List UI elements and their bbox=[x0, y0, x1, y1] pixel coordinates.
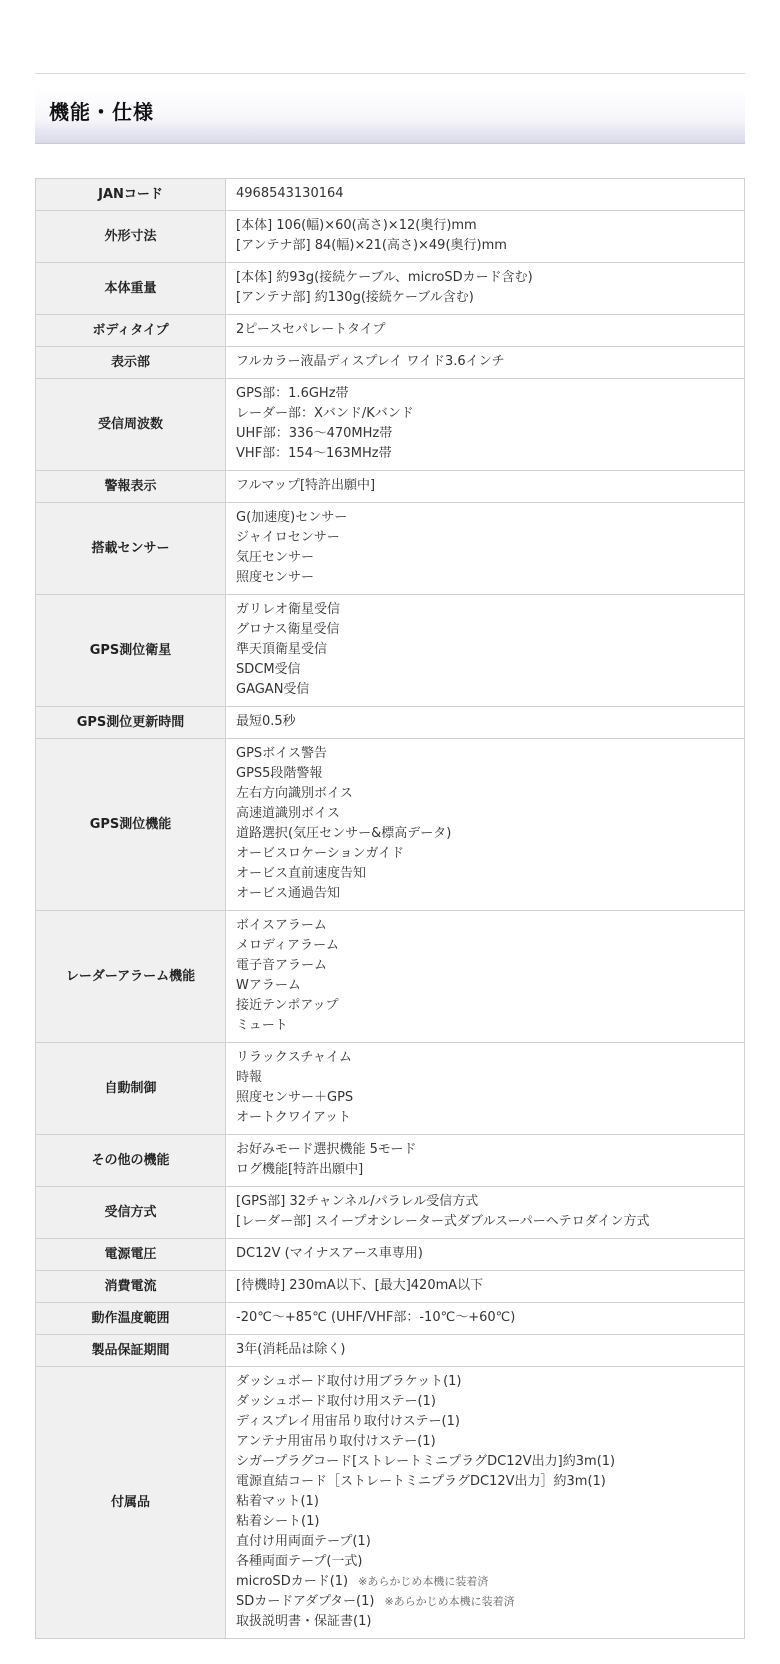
spec-value-text: ログ機能[特許出願中] bbox=[236, 1162, 364, 1177]
spec-value-line bbox=[236, 1244, 734, 1264]
spec-value bbox=[226, 315, 745, 347]
spec-label: 消費電流 bbox=[36, 1271, 226, 1303]
spec-label: GPS測位機能 bbox=[36, 739, 226, 911]
spec-value-text: 最短0.5秒 bbox=[236, 714, 296, 729]
spec-value-line bbox=[236, 1308, 734, 1328]
spec-value-text: 4968543130164 bbox=[236, 186, 344, 201]
spec-value-text: 粘着シート(1) bbox=[236, 1514, 320, 1529]
spec-value-line bbox=[236, 1572, 734, 1592]
spec-value-text: フルマップ[特許出願中] bbox=[236, 478, 376, 493]
spec-value-line bbox=[236, 236, 734, 256]
spec-value-text: [GPS部] 32チャンネル/パラレル受信方式 bbox=[236, 1194, 479, 1209]
spec-value-text: microSDカード(1) bbox=[236, 1574, 349, 1589]
spec-value bbox=[226, 1335, 745, 1367]
spec-value-line bbox=[236, 528, 734, 548]
spec-value-line bbox=[236, 936, 734, 956]
spec-value-line bbox=[236, 1452, 734, 1472]
spec-value-text: [アンテナ部] 約130g(接続ケーブル含む) bbox=[236, 290, 474, 305]
spec-value-line bbox=[236, 1472, 734, 1492]
spec-row bbox=[36, 379, 745, 471]
spec-value-line bbox=[236, 764, 734, 784]
spec-value bbox=[226, 707, 745, 739]
spec-value-text: 照度センサー＋GPS bbox=[236, 1090, 354, 1105]
spec-value-text: -20℃～+85℃ (UHF/VHF部：-10℃～+60℃) bbox=[236, 1310, 516, 1325]
spec-value-text: [本体] 106(幅)×60(高さ)×12(奥行)mm bbox=[236, 218, 477, 233]
spec-label: 表示部 bbox=[36, 347, 226, 379]
spec-value-text: 道路選択(気圧センサー&標高データ) bbox=[236, 826, 452, 841]
spec-label: ボディタイプ bbox=[36, 315, 226, 347]
spec-value-text: Wアラーム bbox=[236, 978, 301, 993]
spec-value-text: 各種両面テープ(一式) bbox=[236, 1554, 363, 1569]
spec-label: 外形寸法 bbox=[36, 211, 226, 263]
spec-value-line bbox=[236, 268, 734, 288]
spec-value-text: オートクワイアット bbox=[236, 1110, 352, 1125]
spec-value-text: オービス直前速度告知 bbox=[236, 866, 367, 881]
spec-label: 製品保証期間 bbox=[36, 1335, 226, 1367]
spec-value-text: GPSボイス警告 bbox=[236, 746, 328, 761]
spec-row bbox=[36, 1367, 745, 1639]
spec-value-line bbox=[236, 320, 734, 340]
spec-value-text: 気圧センサー bbox=[236, 550, 315, 565]
spec-value bbox=[226, 211, 745, 263]
spec-value-text: 準天頂衛星受信 bbox=[236, 642, 328, 657]
spec-label: 付属品 bbox=[36, 1367, 226, 1639]
spec-value-text: 3年(消耗品は除く) bbox=[236, 1342, 346, 1357]
spec-label: 警報表示 bbox=[36, 471, 226, 503]
spec-value-text: 取扱説明書・保証書(1) bbox=[236, 1614, 372, 1629]
spec-row bbox=[36, 471, 745, 503]
spec-value bbox=[226, 347, 745, 379]
spec-value-text: [待機時] 230mA以下、[最大]420mA以下 bbox=[236, 1278, 484, 1293]
spec-value-text: 2ピースセパレートタイプ bbox=[236, 322, 386, 337]
spec-value-text: [本体] 約93g(接続ケーブル、microSDカード含む) bbox=[236, 270, 533, 285]
spec-value-line bbox=[236, 288, 734, 308]
spec-value-line bbox=[236, 804, 734, 824]
spec-value-line bbox=[236, 824, 734, 844]
spec-row bbox=[36, 179, 745, 211]
spec-row bbox=[36, 347, 745, 379]
spec-value-line bbox=[236, 384, 734, 404]
spec-value bbox=[226, 1303, 745, 1335]
spec-value-line bbox=[236, 352, 734, 372]
spec-value bbox=[226, 503, 745, 595]
spec-value-text: ダッシュボード取付け用ステー(1) bbox=[236, 1394, 436, 1409]
spec-value-line bbox=[236, 1512, 734, 1532]
spec-value-text: 照度センサー bbox=[236, 570, 315, 585]
spec-row bbox=[36, 595, 745, 707]
spec-value-line bbox=[236, 1372, 734, 1392]
spec-value-text: [レーダー部] スイープオシレーター式ダブルスーパーヘテロダイン方式 bbox=[236, 1214, 650, 1229]
spec-value-line bbox=[236, 1192, 734, 1212]
spec-value-line bbox=[236, 1048, 734, 1068]
spec-value-line bbox=[236, 1276, 734, 1296]
spec-row bbox=[36, 911, 745, 1043]
spec-value-line bbox=[236, 1552, 734, 1572]
spec-value bbox=[226, 263, 745, 315]
spec-value-line bbox=[236, 864, 734, 884]
spec-value bbox=[226, 471, 745, 503]
spec-value-text: オービス通過告知 bbox=[236, 886, 341, 901]
spec-value-line bbox=[236, 844, 734, 864]
spec-value-text: SDカードアダプター(1) bbox=[236, 1594, 375, 1609]
spec-row bbox=[36, 1135, 745, 1187]
spec-value bbox=[226, 911, 745, 1043]
spec-label: 本体重量 bbox=[36, 263, 226, 315]
spec-table-body bbox=[36, 179, 745, 1639]
spec-label: その他の機能 bbox=[36, 1135, 226, 1187]
spec-value-text: ボイスアラーム bbox=[236, 918, 327, 933]
spec-label: GPS測位更新時間 bbox=[36, 707, 226, 739]
spec-value-text: G(加速度)センサー bbox=[236, 510, 348, 525]
spec-label: GPS測位衛星 bbox=[36, 595, 226, 707]
spec-value-text: ディスプレイ用宙吊り取付けステー(1) bbox=[236, 1414, 460, 1429]
spec-value-line bbox=[236, 620, 734, 640]
spec-value bbox=[226, 1367, 745, 1639]
spec-value bbox=[226, 1271, 745, 1303]
spec-value-line bbox=[236, 404, 734, 424]
spec-row bbox=[36, 315, 745, 347]
spec-row bbox=[36, 739, 745, 911]
spec-value-line bbox=[236, 680, 734, 700]
spec-value-text: お好みモード選択機能 5モード bbox=[236, 1142, 417, 1157]
spec-value-note: ※あらかじめ本機に装着済 bbox=[384, 1595, 515, 1608]
spec-row bbox=[36, 1335, 745, 1367]
spec-value-text: アンテナ用宙吊り取付けステー(1) bbox=[236, 1434, 436, 1449]
spec-value-line bbox=[236, 916, 734, 936]
spec-value-line bbox=[236, 1160, 734, 1180]
spec-value-text: 直付け用両面テープ(1) bbox=[236, 1534, 371, 1549]
spec-value bbox=[226, 739, 745, 911]
spec-row bbox=[36, 1043, 745, 1135]
spec-value bbox=[226, 595, 745, 707]
spec-label: 動作温度範囲 bbox=[36, 1303, 226, 1335]
spec-value-line bbox=[236, 600, 734, 620]
spec-value-text: ミュート bbox=[236, 1018, 288, 1033]
spec-label: 搭載センサー bbox=[36, 503, 226, 595]
spec-value-line bbox=[236, 568, 734, 588]
spec-value bbox=[226, 179, 745, 211]
spec-row bbox=[36, 263, 745, 315]
spec-value-line bbox=[236, 1088, 734, 1108]
spec-value-text: レーダー部：Xバンド/Kバンド bbox=[236, 406, 414, 421]
section-title: 機能・仕様 bbox=[49, 100, 154, 124]
spec-row bbox=[36, 211, 745, 263]
spec-value-line bbox=[236, 996, 734, 1016]
spec-label: JANコード bbox=[36, 179, 226, 211]
spec-value-line bbox=[236, 712, 734, 732]
spec-value-text: メロディアラーム bbox=[236, 938, 339, 953]
spec-label: 自動制御 bbox=[36, 1043, 226, 1135]
spec-value-line bbox=[236, 884, 734, 904]
spec-value-line bbox=[236, 1108, 734, 1128]
spec-value-text: SDCM受信 bbox=[236, 662, 301, 677]
spec-value-text: VHF部：154～163MHz帯 bbox=[236, 446, 392, 461]
spec-value-line bbox=[236, 1068, 734, 1088]
spec-value-text: ダッシュボード取付け用ブラケット(1) bbox=[236, 1374, 462, 1389]
spec-value-line bbox=[236, 640, 734, 660]
spec-value-line bbox=[236, 216, 734, 236]
spec-value-line bbox=[236, 184, 734, 204]
spec-value-line bbox=[236, 1392, 734, 1412]
spec-value-text: フルカラー液晶ディスプレイ ワイド3.6インチ bbox=[236, 354, 505, 369]
section-header bbox=[35, 87, 745, 144]
spec-value-text: グロナス衛星受信 bbox=[236, 622, 340, 637]
top-divider bbox=[35, 73, 745, 74]
spec-value-text: GPS5段階警報 bbox=[236, 766, 323, 781]
spec-row bbox=[36, 1239, 745, 1271]
spec-value-text: 接近テンポアップ bbox=[236, 998, 339, 1013]
spec-label: レーダーアラーム機能 bbox=[36, 911, 226, 1043]
spec-value-line bbox=[236, 744, 734, 764]
spec-value-text: 粘着マット(1) bbox=[236, 1494, 319, 1509]
spec-value bbox=[226, 1239, 745, 1271]
spec-value-text: シガープラグコード[ストレートミニプラグDC12V出力]約3m(1) bbox=[236, 1454, 616, 1469]
spec-value-line bbox=[236, 660, 734, 680]
spec-value-note: ※あらかじめ本機に装着済 bbox=[358, 1575, 489, 1588]
spec-value-text: GPS部：1.6GHz帯 bbox=[236, 386, 349, 401]
spec-value-text: 電源直結コード［ストレートミニプラグDC12V出力］約3m(1) bbox=[236, 1474, 606, 1489]
spec-value-text: 電子音アラーム bbox=[236, 958, 328, 973]
spec-value-text: UHF部：336～470MHz帯 bbox=[236, 426, 393, 441]
spec-row bbox=[36, 1303, 745, 1335]
spec-value bbox=[226, 1135, 745, 1187]
spec-value bbox=[226, 379, 745, 471]
spec-value-line bbox=[236, 1532, 734, 1552]
spec-value bbox=[226, 1187, 745, 1239]
spec-value-line bbox=[236, 976, 734, 996]
spec-row bbox=[36, 1187, 745, 1239]
spec-value-line bbox=[236, 508, 734, 528]
spec-value-text: リラックスチャイム bbox=[236, 1050, 352, 1065]
spec-row bbox=[36, 707, 745, 739]
spec-value-text: DC12V (マイナスアース車専用) bbox=[236, 1246, 423, 1261]
spec-value-text: GAGAN受信 bbox=[236, 682, 310, 697]
spec-value bbox=[226, 1043, 745, 1135]
spec-value-text: ガリレオ衛星受信 bbox=[236, 602, 341, 617]
spec-value-line bbox=[236, 1340, 734, 1360]
spec-value-text: 時報 bbox=[236, 1070, 263, 1085]
spec-label: 受信方式 bbox=[36, 1187, 226, 1239]
spec-value-line bbox=[236, 548, 734, 568]
spec-row bbox=[36, 503, 745, 595]
spec-value-text: オービスロケーションガイド bbox=[236, 846, 405, 861]
spec-value-line bbox=[236, 1612, 734, 1632]
spec-row bbox=[36, 1271, 745, 1303]
spec-value-line bbox=[236, 1412, 734, 1432]
spec-value-line bbox=[236, 1492, 734, 1512]
spec-value-text: ジャイロセンサー bbox=[236, 530, 340, 545]
spec-value-line bbox=[236, 424, 734, 444]
spec-label: 電源電圧 bbox=[36, 1239, 226, 1271]
spec-value-line bbox=[236, 1212, 734, 1232]
spec-value-text: [アンテナ部] 84(幅)×21(高さ)×49(奥行)mm bbox=[236, 238, 507, 253]
spec-value-line bbox=[236, 1140, 734, 1160]
spec-value-line bbox=[236, 1016, 734, 1036]
spec-value-text: 高速道識別ボイス bbox=[236, 806, 340, 821]
spec-value-text: 左右方向識別ボイス bbox=[236, 786, 353, 801]
spec-table bbox=[35, 178, 745, 1639]
spec-value-line bbox=[236, 784, 734, 804]
spec-value-line bbox=[236, 956, 734, 976]
spec-value-line bbox=[236, 1592, 734, 1612]
spec-value-line bbox=[236, 1432, 734, 1452]
spec-value-line bbox=[236, 444, 734, 464]
spec-label: 受信周波数 bbox=[36, 379, 226, 471]
spec-value-line bbox=[236, 476, 734, 496]
